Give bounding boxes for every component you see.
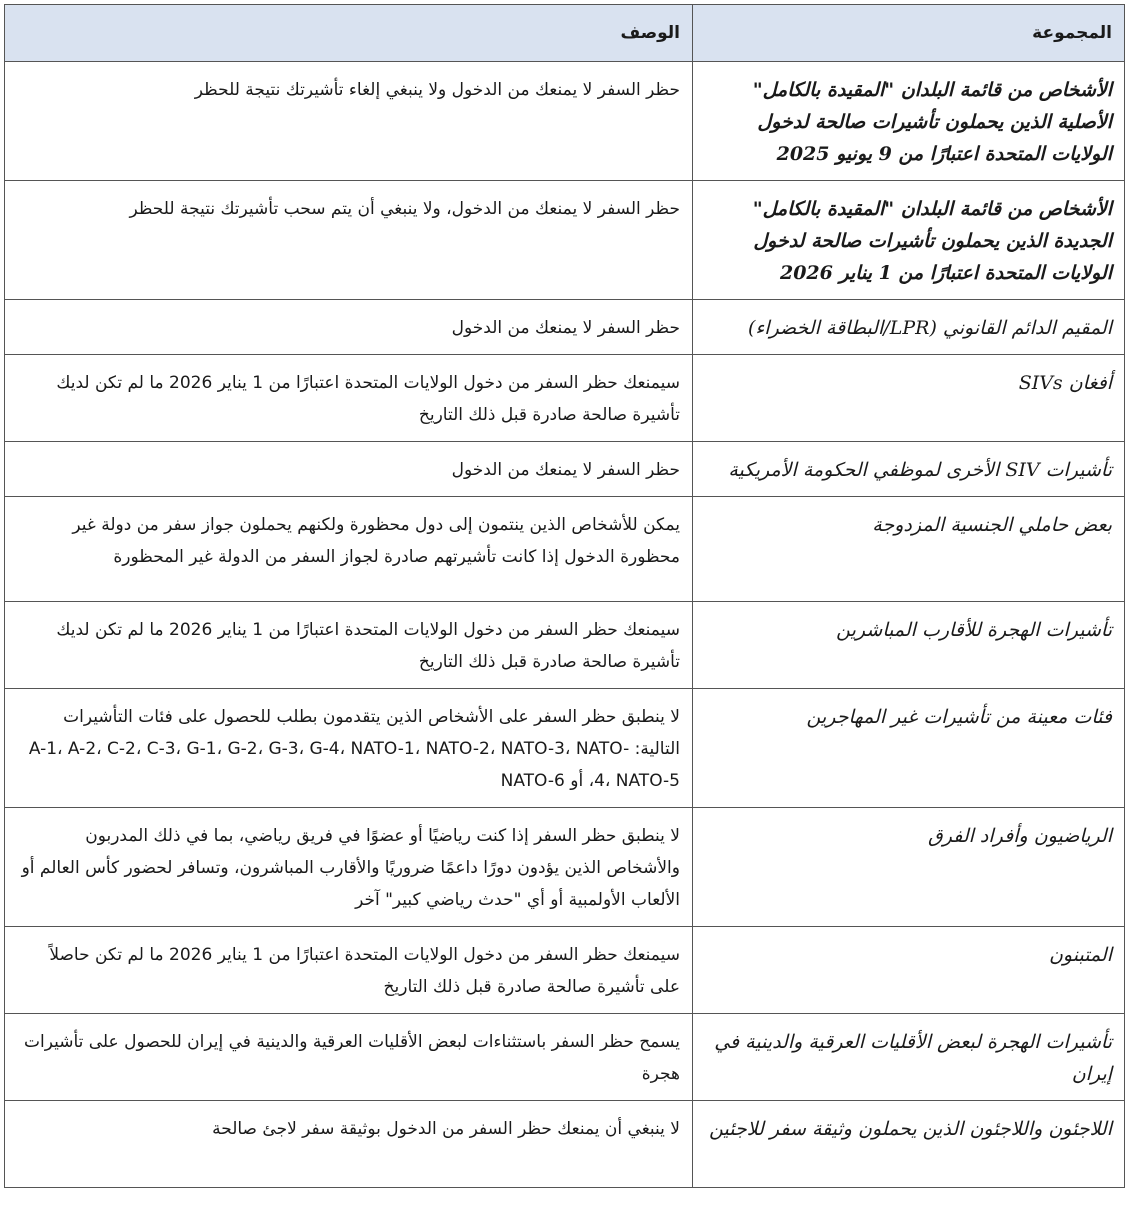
description-cell: يسمح حظر السفر باستثناءات لبعض الأقليات العرقية والدينية في إيران للحصول على تأشيرات هجرة (5, 1014, 693, 1101)
description-cell: حظر السفر لا يمنعك من الدخول ولا ينبغي إلغاء تأشيرتك نتيجة للحظر (5, 62, 693, 181)
description-cell: حظر السفر لا يمنعك من الدخول (5, 300, 693, 355)
table-row (5, 689, 1125, 808)
group-cell: بعض حاملي الجنسية المزدوجة (693, 497, 1125, 602)
table-row (5, 927, 1125, 1014)
table-row (5, 602, 1125, 689)
group-cell: تأشيرات الهجرة لبعض الأقليات العرقية والدينية في إيران (693, 1014, 1125, 1101)
group-cell: اللاجئون واللاجئون الذين يحملون وثيقة سفر للاجئين (693, 1101, 1125, 1188)
description-cell: لا ينطبق حظر السفر على الأشخاص الذين يتقدمون بطلب للحصول على فئات التأشيرات التالية: A-1، A-2، C-2، C-3، G-1، G-2، G-3، G-4، NATO-1، NATO-2، NATO-3، NATO-4، NATO-5، أو NATO-6 (5, 689, 693, 808)
table-row (5, 442, 1125, 497)
group-cell: الأشخاص من قائمة البلدان "المقيدة بالكامل" الجديدة الذين يحملون تأشيرات صالحة لدخول الولايات المتحدة اعتبارًا من 1 يناير 2026 (693, 181, 1125, 300)
table-header-row (5, 5, 1125, 62)
group-cell: الأشخاص من قائمة البلدان "المقيدة بالكامل" الأصلية الذين يحملون تأشيرات صالحة لدخول الولايات المتحدة اعتبارًا من 9 يونيو 2025 (693, 62, 1125, 181)
table-row (5, 300, 1125, 355)
description-cell: يمكن للأشخاص الذين ينتمون إلى دول محظورة ولكنهم يحملون جواز سفر من دولة غير محظورة الدخول إذا كانت تأشيرتهم صادرة لجواز السفر من الدولة غير المحظورة (5, 497, 693, 602)
table-row (5, 808, 1125, 927)
travel-ban-groups-table (4, 4, 1125, 1188)
header-description: الوصف (5, 5, 693, 62)
table-row (5, 1101, 1125, 1188)
group-cell: تأشيرات الهجرة للأقارب المباشرين (693, 602, 1125, 689)
group-cell: الرياضيون وأفراد الفرق (693, 808, 1125, 927)
group-cell: أفغان SIVs (693, 355, 1125, 442)
table-row (5, 497, 1125, 602)
description-cell: حظر السفر لا يمنعك من الدخول (5, 442, 693, 497)
group-cell: المقيم الدائم القانوني (LPR/البطاقة الخضراء) (693, 300, 1125, 355)
description-cell: لا ينبغي أن يمنعك حظر السفر من الدخول بوثيقة سفر لاجئ صالحة (5, 1101, 693, 1188)
table-row (5, 62, 1125, 181)
description-cell: حظر السفر لا يمنعك من الدخول، ولا ينبغي أن يتم سحب تأشيرتك نتيجة للحظر (5, 181, 693, 300)
description-cell: سيمنعك حظر السفر من دخول الولايات المتحدة اعتبارًا من 1 يناير 2026 ما لم تكن لديك تأشيرة صالحة صادرة قبل ذلك التاريخ (5, 355, 693, 442)
description-cell: لا ينطبق حظر السفر إذا كنت رياضيًا أو عضوًا في فريق رياضي، بما في ذلك المدربون والأشخاص الذين يؤدون دورًا داعمًا ضروريًا والأقارب المباشرون، وتسافر لحضور كأس العالم أو الألعاب الأولمبية أو أي "حدث رياضي كبير" آخر (5, 808, 693, 927)
description-cell: سيمنعك حظر السفر من دخول الولايات المتحدة اعتبارًا من 1 يناير 2026 ما لم تكن لديك تأشيرة صالحة صادرة قبل ذلك التاريخ (5, 602, 693, 689)
table-row (5, 1014, 1125, 1101)
group-cell: المتبنون (693, 927, 1125, 1014)
group-cell: تأشيرات SIV الأخرى لموظفي الحكومة الأمريكية (693, 442, 1125, 497)
group-cell: فئات معينة من تأشيرات غير المهاجرين (693, 689, 1125, 808)
header-group: المجموعة (693, 5, 1125, 62)
description-cell: سيمنعك حظر السفر من دخول الولايات المتحدة اعتبارًا من 1 يناير 2026 ما لم تكن حاصلاً على تأشيرة صالحة صادرة قبل ذلك التاريخ (5, 927, 693, 1014)
table-row (5, 355, 1125, 442)
table-row (5, 181, 1125, 300)
